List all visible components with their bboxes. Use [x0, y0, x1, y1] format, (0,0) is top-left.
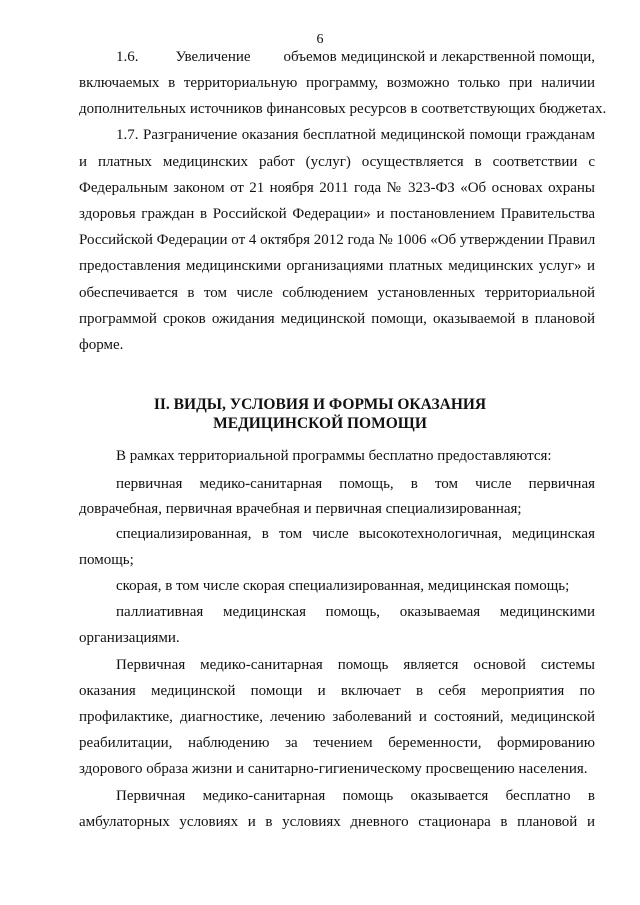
para-1-6-line-3: дополнительных источников финансовых ресурсов в соответствующих бюджетах. — [79, 101, 607, 117]
section-2-intro: В рамках территориальной программы бесплатно предоставляются: — [116, 448, 552, 464]
para-1-7-line-1: 1.7. Разграничение оказания бесплатной медицинской помощи гражданам — [116, 127, 595, 143]
section-2-heading-line-1: II. ВИДЫ, УСЛОВИЯ И ФОРМЫ ОКАЗАНИЯ — [153, 396, 487, 413]
para-1-6-line-1: 1.6. Увеличение объемов медицинской и лекарственной помощи, — [116, 49, 595, 65]
para-basis-line-5: здорового образа жизни и санитарно-гигиеническому просвещению населения. — [79, 761, 588, 777]
para-1-6-line-2: включаемых в территориальную программу, возможно только при наличии — [79, 75, 595, 91]
para-1-7-line-9: форме. — [79, 337, 124, 353]
item-specialized-line-2: помощь; — [79, 552, 134, 568]
para-1-7-line-5: Российской Федерации от 4 октября 2012 года № 1006 «Об утверждении Правил — [79, 232, 596, 248]
page-number: 6 — [316, 32, 324, 47]
para-1-7-line-8: программой сроков ожидания медицинской помощи, оказываемой в плановой — [79, 311, 595, 327]
item-primary-line-1: первичная медико-санитарная помощь, в том числе первичная — [116, 476, 595, 492]
para-basis-line-3: профилактике, диагностике, лечению заболеваний и состояний, медицинской — [79, 709, 595, 725]
para-1-7-line-3: Федеральным законом от 21 ноября 2011 года № 323-ФЗ «Об основах охраны — [79, 180, 595, 196]
item-palliative-line-2: организациями. — [79, 630, 180, 646]
item-emergency: скорая, в том числе скорая специализированная, медицинская помощь; — [116, 578, 570, 594]
para-1-7-line-6: предоставления медицинскими организациями платных медицинских услуг» и — [79, 258, 595, 274]
section-2-heading-line-2: МЕДИЦИНСКОЙ ПОМОЩИ — [213, 415, 427, 432]
item-palliative-line-1: паллиативная медицинская помощь, оказываемая медицинскими — [116, 604, 595, 620]
para-basis-line-4: реабилитации, наблюдению за течением беременности, формированию — [79, 735, 595, 751]
para-basis-line-1: Первичная медико-санитарная помощь является основой системы — [116, 657, 595, 673]
item-primary-line-2: доврачебная, первичная врачебная и первичная специализированная; — [79, 501, 522, 517]
para-basis-line-2: оказания медицинской помощи и включает в себя мероприятия по — [79, 683, 595, 699]
item-specialized-line-1: специализированная, в том числе высокотехнологичная, медицинская — [116, 526, 595, 542]
para-1-7-line-4: здоровья граждан в Российской Федерации» и постановлением Правительства — [79, 206, 595, 222]
para-1-7-line-7: обеспечивается в том числе соблюдением установленных территориальной — [79, 285, 595, 301]
para-1-7-line-2: и платных медицинских работ (услуг) осуществляется в соответствии с — [79, 154, 595, 170]
para-free-line-1: Первичная медико-санитарная помощь оказывается бесплатно в — [116, 788, 595, 804]
para-free-line-2: амбулаторных условиях и в условиях дневного стационара в плановой и — [79, 814, 595, 830]
